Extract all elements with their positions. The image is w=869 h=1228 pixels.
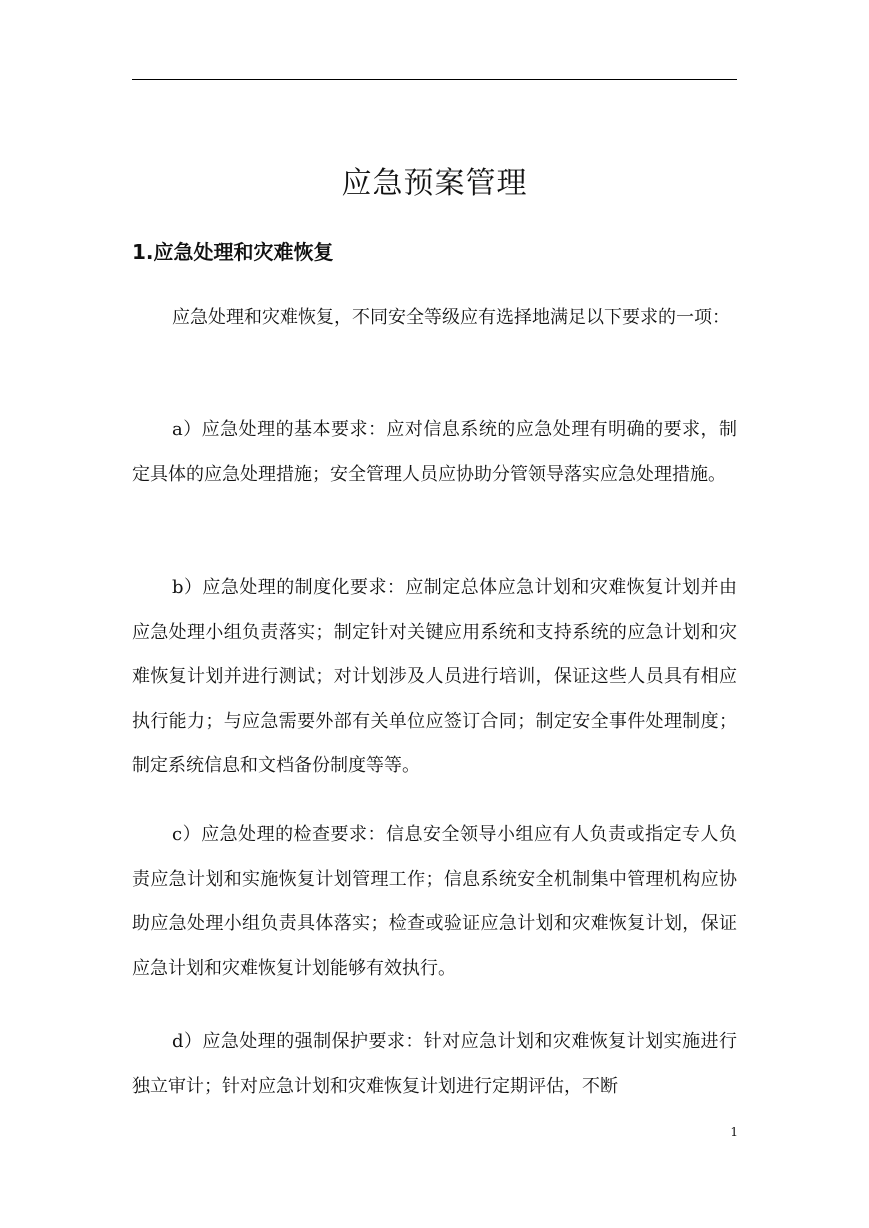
header-rule [132, 79, 737, 80]
paragraph-b-institutional-requirements: b）应急处理的制度化要求：应制定总体应急计划和灾难恢复计划并由应急处理小组负责落实；制定针对关键应用系统和支持系统的应急计划和灾难恢复计划并进行测试；对计划涉及人员进行培训，保证这些人员具有相应执行能力；与应急需要外部有关单位应签订合同；制定安全事件处理制度；制定系统信息和文档备份制度等等。 [132, 577, 737, 776]
document-title: 应急预案管理 [341, 166, 528, 201]
page-number: 1 [730, 1125, 738, 1139]
paragraph-a-basic-requirements: a）应急处理的基本要求：应对信息系统的应急处理有明确的要求，制定具体的应急处理措施；安全管理人员应协助分管领导落实应急处理措施。 [132, 419, 737, 485]
paragraph-d-mandatory-protection-requirements: d）应急处理的强制保护要求：针对应急计划和灾难恢复计划实施进行独立审计；针对应急计划和灾难恢复计划进行定期评估，不断 [132, 1031, 737, 1097]
paragraph-intro: 应急处理和灾难恢复，不同安全等级应有选择地满足以下要求的一项： [172, 307, 730, 328]
section-heading: 1.应急处理和灾难恢复 [132, 240, 334, 264]
paragraph-c-inspection-requirements: c）应急处理的检查要求：信息安全领导小组应有人负责或指定专人负责应急计划和实施恢复计划管理工作；信息系统安全机制集中管理机构应协助应急处理小组负责具体落实；检查或验证应急计划和灾难恢复计划，保证应急计划和灾难恢复计划能够有效执行。 [132, 824, 737, 979]
